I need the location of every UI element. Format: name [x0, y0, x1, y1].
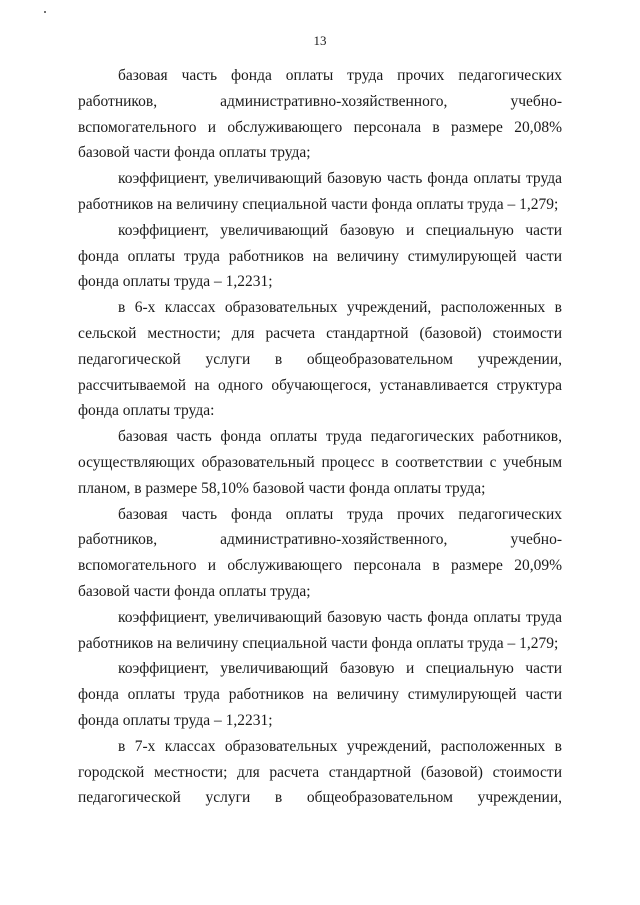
- paragraph: в 7-х классах образовательных учреждений, расположенных в городской местности; для расчета стандартной (базовой) стоимости педагогической услуги в общеобразовательном учреждении,: [78, 737, 562, 807]
- paragraph: коэффициент, увеличивающий базовую и специальную части фонда оплаты труда работников на величину стимулирующей части фонда оплаты труда – 1,2231;: [78, 221, 562, 291]
- paragraph: базовая часть фонда оплаты труда прочих педагогических работников, административно-хозяйственного, учебно-вспомогательного и обслуживающего персонала в размере 20,08% базовой части фонда оплаты труда;: [78, 67, 562, 162]
- paragraph: базовая часть фонда оплаты труда прочих педагогических работников, административно-хозяйственного, учебно-вспомогательного и обслуживающего персонала в размере 20,09% базовой части фонда оплаты труда;: [78, 505, 562, 600]
- paragraph: в 6-х классах образовательных учреждений, расположенных в сельской местности; для расчета стандартной (базовой) стоимости педагогической услуги в общеобразовательном учреждении, рассчитываемой на одного обучающегося, устанавливается структура фонда оплаты труда:: [78, 299, 562, 420]
- paragraph: коэффициент, увеличивающий базовую и специальную части фонда оплаты труда работников на величину стимулирующей части фонда оплаты труда – 1,2231;: [78, 660, 562, 729]
- body-text: [78, 63, 562, 811]
- page-number: 13: [313, 33, 327, 48]
- paragraph: коэффициент, увеличивающий базовую часть фонда оплаты труда работников на величину специальной части фонда оплаты труда – 1,279;: [78, 608, 562, 652]
- paragraph: коэффициент, увеличивающий базовую часть фонда оплаты труда работников на величину специальной части фонда оплаты труда – 1,279;: [78, 170, 562, 213]
- scan-speck: [44, 11, 46, 13]
- paragraph: базовая часть фонда оплаты труда педагогических работников, осуществляющих образовательный процесс в соответствии с учебным планом, в размере 58,10% базовой части фонда оплаты труда;: [78, 428, 562, 497]
